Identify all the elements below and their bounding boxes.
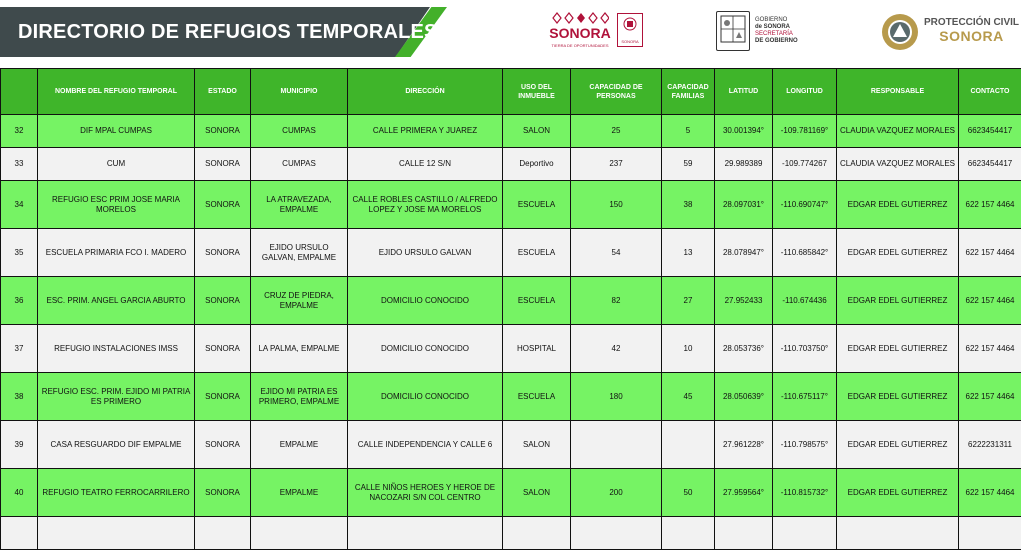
proteccion-civil-emblem <box>881 13 919 51</box>
cell-index: 39 <box>1 421 38 469</box>
cell-index: 32 <box>1 115 38 148</box>
col-header-cap-familias: CAPACIDAD FAMILIAS <box>662 69 715 115</box>
cell-responsable: EDGAR EDEL GUTIERREZ <box>837 229 959 277</box>
table-row <box>1 148 1021 181</box>
cell-responsable: EDGAR EDEL GUTIERREZ <box>837 421 959 469</box>
cell-responsable: EDGAR EDEL GUTIERREZ <box>837 325 959 373</box>
cell-index: 33 <box>1 148 38 181</box>
cell-uso: ESCUELA <box>503 277 571 325</box>
col-header-municipio: MUNICIPIO <box>251 69 348 115</box>
col-header-direccion: DIRECCIÓN <box>348 69 503 115</box>
cell-estado: SONORA <box>195 229 251 277</box>
cell-contacto: 6623454417 <box>959 148 1021 181</box>
cell-contacto: 622 157 4464 <box>959 325 1021 373</box>
cell-uso <box>503 517 571 550</box>
cell-nombre: ESC. PRIM. ANGEL GARCIA ABURTO <box>38 277 195 325</box>
cell-longitud: -110.675117° <box>773 373 837 421</box>
cell-direccion: EJIDO URSULO GALVAN <box>348 229 503 277</box>
table-row <box>1 517 1021 550</box>
cell-direccion: CALLE INDEPENDENCIA Y CALLE 6 <box>348 421 503 469</box>
cell-municipio <box>251 517 348 550</box>
cell-cap-familias: 10 <box>662 325 715 373</box>
cell-direccion: DOMICILIO CONOCIDO <box>348 373 503 421</box>
cell-latitud: 27.959564° <box>715 469 773 517</box>
cell-cap-familias: 38 <box>662 181 715 229</box>
cell-nombre: CASA RESGUARDO DIF EMPALME <box>38 421 195 469</box>
shelters-table <box>0 68 1021 550</box>
cell-index <box>1 517 38 550</box>
cell-latitud: 30.001394° <box>715 115 773 148</box>
cell-nombre: DIF MPAL CUMPAS <box>38 115 195 148</box>
proteccion-civil-text: PROTECCIÓN CIVIL SONORA <box>924 17 1019 44</box>
cell-longitud: -110.798575° <box>773 421 837 469</box>
cell-municipio: EJIDO URSULO GALVAN, EMPALME <box>251 229 348 277</box>
cell-uso: SALON <box>503 115 571 148</box>
table-row <box>1 325 1021 373</box>
state-coat-of-arms-icon <box>717 12 749 50</box>
cell-nombre: REFUGIO INSTALACIONES IMSS <box>38 325 195 373</box>
cell-index: 35 <box>1 229 38 277</box>
cell-cap-personas: 237 <box>571 148 662 181</box>
col-header-uso: USO DEL INMUEBLE <box>503 69 571 115</box>
cell-municipio: CUMPAS <box>251 148 348 181</box>
cell-cap-personas: 150 <box>571 181 662 229</box>
cell-estado: SONORA <box>195 421 251 469</box>
col-header-contacto: CONTACTO <box>959 69 1021 115</box>
cell-estado: SONORA <box>195 469 251 517</box>
secretaria-logo: SONORA <box>617 13 643 47</box>
gobierno-text: GOBIERNO de SONORA SECRETARÍA DE GOBIERNO <box>755 17 825 45</box>
table-row <box>1 277 1021 325</box>
table-header-row <box>1 69 1021 115</box>
cell-responsable: CLAUDIA VAZQUEZ MORALES <box>837 115 959 148</box>
cell-index: 40 <box>1 469 38 517</box>
cell-uso: ESCUELA <box>503 181 571 229</box>
cell-index: 38 <box>1 373 38 421</box>
cell-index: 34 <box>1 181 38 229</box>
cell-latitud <box>715 517 773 550</box>
cell-estado: SONORA <box>195 277 251 325</box>
cell-nombre: REFUGIO ESC. PRIM. EJIDO MI PATRIA ES PRIMERO <box>38 373 195 421</box>
cell-longitud: -110.703750° <box>773 325 837 373</box>
cell-cap-personas: 25 <box>571 115 662 148</box>
cell-cap-familias: 5 <box>662 115 715 148</box>
cell-nombre: CUM <box>38 148 195 181</box>
cell-longitud: -109.781169° <box>773 115 837 148</box>
cell-uso: ESCUELA <box>503 373 571 421</box>
page-header <box>0 0 1021 68</box>
cell-direccion: DOMICILIO CONOCIDO <box>348 325 503 373</box>
cell-longitud: -110.815732° <box>773 469 837 517</box>
cell-uso: ESCUELA <box>503 229 571 277</box>
table-row <box>1 469 1021 517</box>
col-header-latitud: LATITUD <box>715 69 773 115</box>
cell-responsable: EDGAR EDEL GUTIERREZ <box>837 277 959 325</box>
gobierno-seal <box>716 11 750 51</box>
cell-cap-personas: 180 <box>571 373 662 421</box>
cell-latitud: 27.952433 <box>715 277 773 325</box>
cell-cap-familias: 50 <box>662 469 715 517</box>
cell-cap-familias: 27 <box>662 277 715 325</box>
cell-cap-personas: 54 <box>571 229 662 277</box>
cell-uso: SALON <box>503 421 571 469</box>
cell-municipio: CUMPAS <box>251 115 348 148</box>
cell-latitud: 28.053736° <box>715 325 773 373</box>
cell-cap-personas <box>571 517 662 550</box>
col-header-nombre: NOMBRE DEL REFUGIO TEMPORAL <box>38 69 195 115</box>
table-row <box>1 181 1021 229</box>
cell-contacto: 622 157 4464 <box>959 469 1021 517</box>
cell-responsable: CLAUDIA VAZQUEZ MORALES <box>837 148 959 181</box>
cell-direccion: CALLE 12 S/N <box>348 148 503 181</box>
cell-contacto: 622 157 4464 <box>959 229 1021 277</box>
cell-longitud <box>773 517 837 550</box>
cell-cap-personas: 82 <box>571 277 662 325</box>
cell-contacto: 6623454417 <box>959 115 1021 148</box>
cell-longitud: -110.685842° <box>773 229 837 277</box>
cell-direccion: CALLE NIÑOS HEROES Y HEROE DE NACOZARI S/N COL CENTRO <box>348 469 503 517</box>
cell-estado: SONORA <box>195 148 251 181</box>
cell-municipio: CRUZ DE PIEDRA, EMPALME <box>251 277 348 325</box>
col-header-longitud: LONGITUD <box>773 69 837 115</box>
cell-estado: SONORA <box>195 373 251 421</box>
sonora-logo: SONORA TIERRA DE OPORTUNIDADES <box>547 12 613 52</box>
cell-cap-personas: 200 <box>571 469 662 517</box>
cell-contacto: 6222231311 <box>959 421 1021 469</box>
cell-latitud: 28.078947° <box>715 229 773 277</box>
cell-contacto: 622 157 4464 <box>959 277 1021 325</box>
cell-nombre: ESCUELA PRIMARIA FCO I. MADERO <box>38 229 195 277</box>
cell-latitud: 28.097031° <box>715 181 773 229</box>
page-title: DIRECTORIO DE REFUGIOS TEMPORALES <box>18 21 438 44</box>
cell-contacto <box>959 517 1021 550</box>
cell-latitud: 27.961228° <box>715 421 773 469</box>
cell-municipio: EMPALME <box>251 421 348 469</box>
cell-nombre: REFUGIO ESC PRIM JOSE MARIA MORELOS <box>38 181 195 229</box>
cell-cap-familias <box>662 517 715 550</box>
cell-direccion: CALLE ROBLES CASTILLO / ALFREDO LOPEZ Y JOSE MA MORELOS <box>348 181 503 229</box>
cell-responsable <box>837 517 959 550</box>
cell-uso: Deportivo <box>503 148 571 181</box>
cell-cap-familias: 45 <box>662 373 715 421</box>
cell-longitud: -110.674436 <box>773 277 837 325</box>
cell-estado: SONORA <box>195 115 251 148</box>
cell-longitud: -110.690747° <box>773 181 837 229</box>
cell-index: 36 <box>1 277 38 325</box>
cell-cap-personas: 42 <box>571 325 662 373</box>
cell-cap-familias: 13 <box>662 229 715 277</box>
cell-latitud: 28.050639° <box>715 373 773 421</box>
cell-cap-familias <box>662 421 715 469</box>
table-row <box>1 421 1021 469</box>
cell-cap-personas <box>571 421 662 469</box>
cell-municipio: EJIDO MI PATRIA ES PRIMERO, EMPALME <box>251 373 348 421</box>
cell-municipio: LA ATRAVEZADA, EMPALME <box>251 181 348 229</box>
cell-latitud: 29.989389 <box>715 148 773 181</box>
table-row <box>1 115 1021 148</box>
cell-estado: SONORA <box>195 325 251 373</box>
col-header-responsable: RESPONSABLE <box>837 69 959 115</box>
cell-index: 37 <box>1 325 38 373</box>
cell-direccion <box>348 517 503 550</box>
cell-uso: SALON <box>503 469 571 517</box>
proteccion-civil-icon <box>881 13 919 51</box>
cell-uso: HOSPITAL <box>503 325 571 373</box>
cell-responsable: EDGAR EDEL GUTIERREZ <box>837 469 959 517</box>
col-header-index <box>1 69 38 115</box>
cell-longitud: -109.774267 <box>773 148 837 181</box>
secretaria-emblem-icon <box>618 14 642 36</box>
sonora-ornament-icon <box>551 12 609 24</box>
col-header-cap-personas: CAPACIDAD DE PERSONAS <box>571 69 662 115</box>
cell-municipio: LA PALMA, EMPALME <box>251 325 348 373</box>
cell-estado <box>195 517 251 550</box>
cell-estado: SONORA <box>195 181 251 229</box>
cell-responsable: EDGAR EDEL GUTIERREZ <box>837 181 959 229</box>
cell-cap-familias: 59 <box>662 148 715 181</box>
col-header-estado: ESTADO <box>195 69 251 115</box>
cell-direccion: CALLE PRIMERA Y JUAREZ <box>348 115 503 148</box>
cell-responsable: EDGAR EDEL GUTIERREZ <box>837 373 959 421</box>
cell-municipio: EMPALME <box>251 469 348 517</box>
cell-contacto: 622 157 4464 <box>959 373 1021 421</box>
table-row <box>1 373 1021 421</box>
cell-contacto: 622 157 4464 <box>959 181 1021 229</box>
table-row <box>1 229 1021 277</box>
cell-nombre: REFUGIO TEATRO FERROCARRILERO <box>38 469 195 517</box>
cell-direccion: DOMICILIO CONOCIDO <box>348 277 503 325</box>
cell-nombre <box>38 517 195 550</box>
